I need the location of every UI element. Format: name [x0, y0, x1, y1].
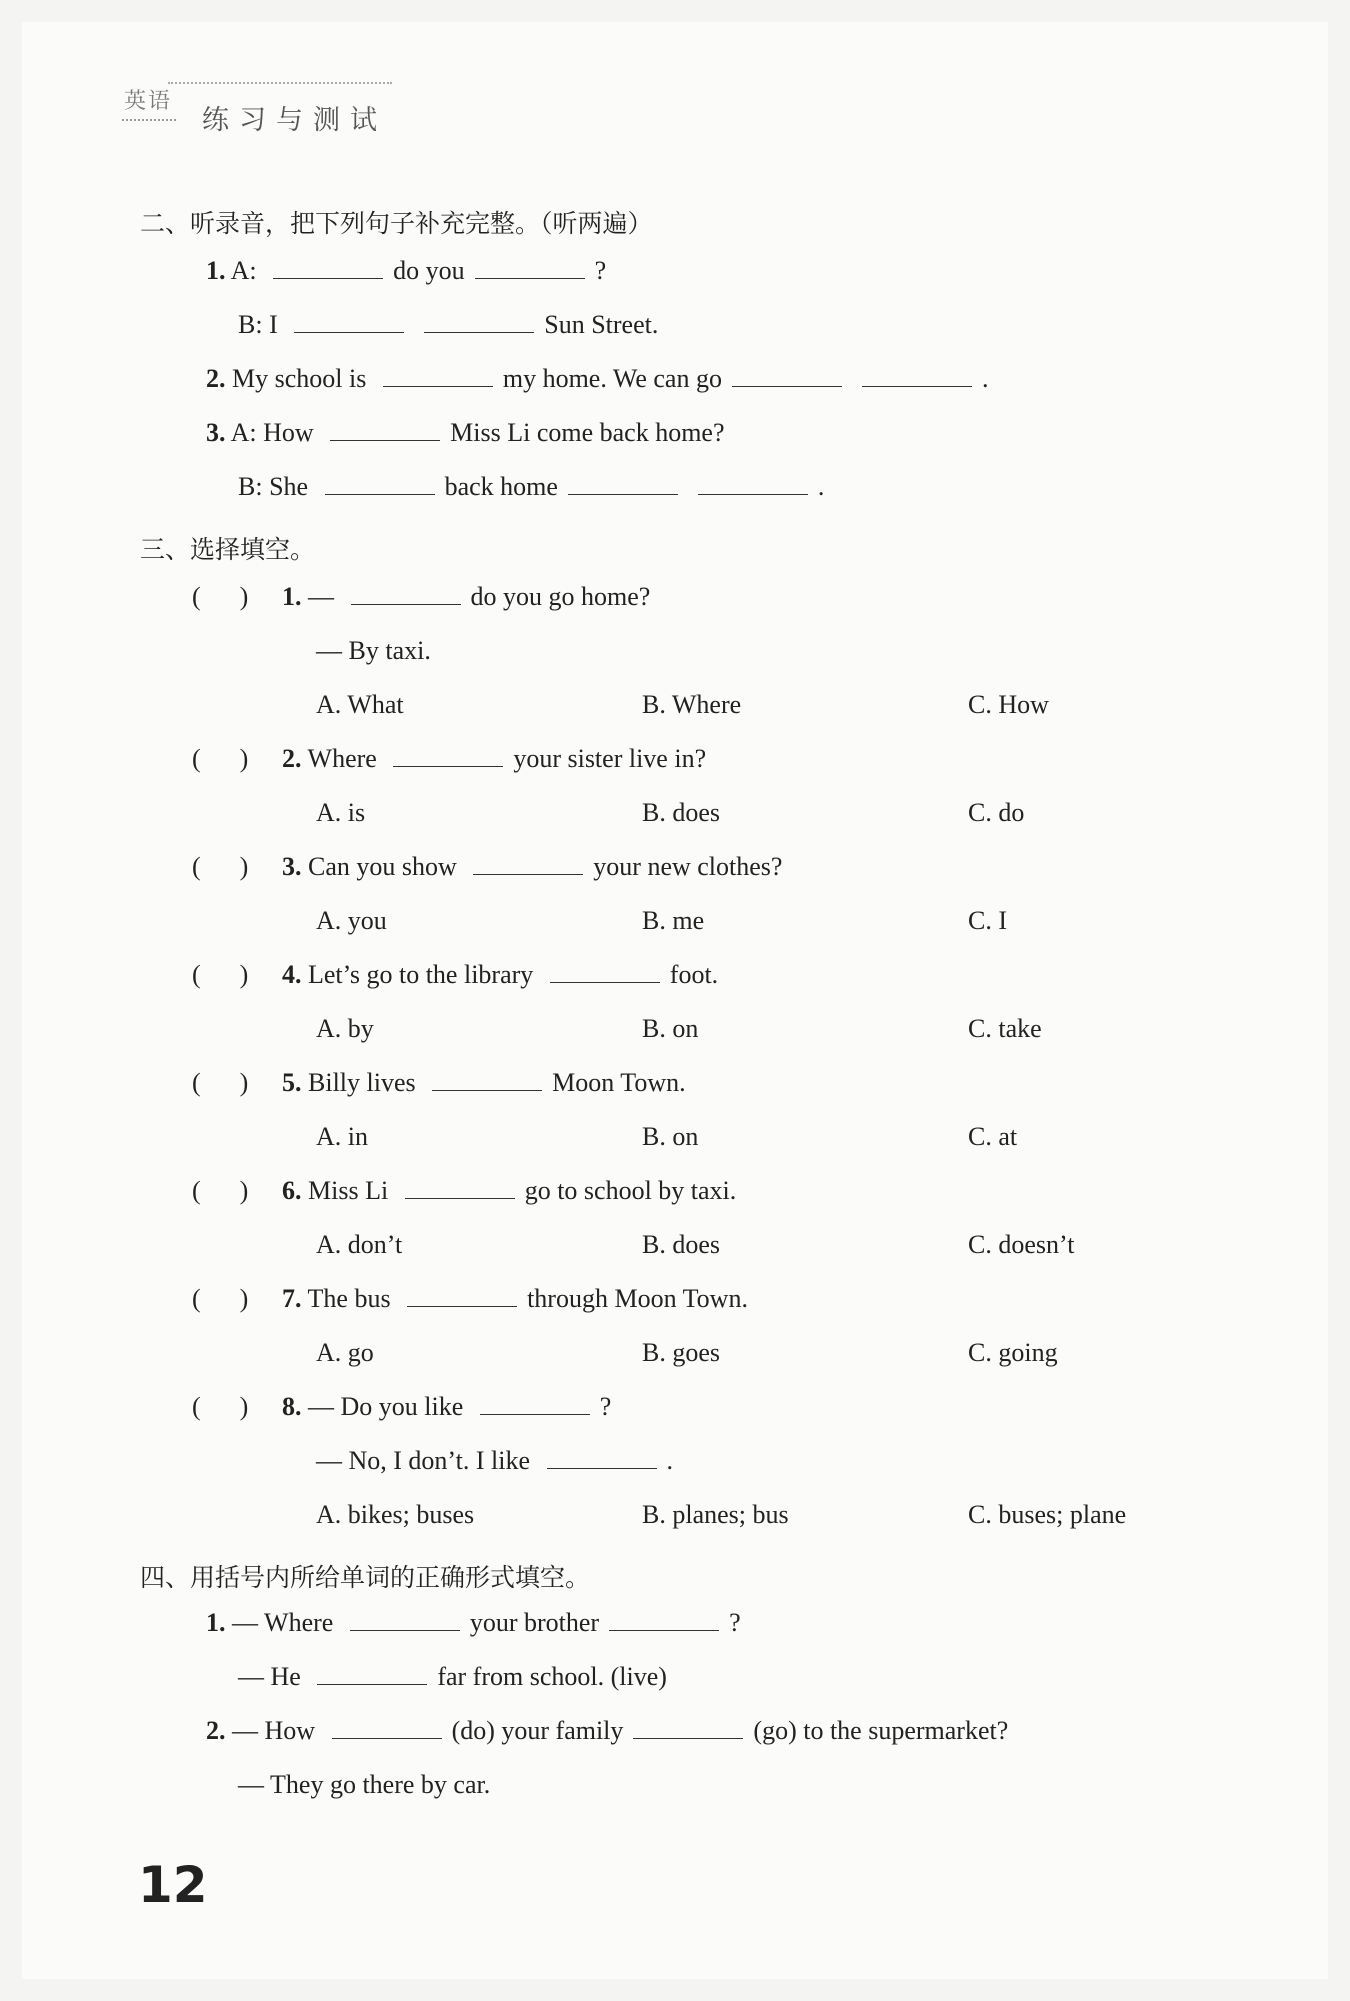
question-number: 3.	[282, 852, 302, 881]
section2-title: 二、听录音，把下列句子补充完整。（听两遍）	[140, 209, 653, 238]
text: — Do you like	[308, 1392, 464, 1421]
header-dotted-rule	[168, 82, 392, 84]
answer-blank[interactable]	[351, 586, 461, 605]
section3-title: 三、选择填空。	[140, 535, 316, 564]
text: go to school by taxi.	[524, 1176, 737, 1205]
text: Billy lives	[308, 1068, 416, 1097]
text: ?	[599, 1392, 612, 1421]
option-b: B. on	[642, 1122, 699, 1151]
option-b: B. on	[642, 1014, 699, 1043]
option-b: B. Where	[642, 690, 742, 719]
s2-q2-line	[206, 364, 988, 394]
s3-q4-stem	[282, 960, 718, 990]
answer-blank[interactable]	[383, 368, 493, 387]
option-c: C. buses; plane	[968, 1500, 1127, 1529]
answer-blank[interactable]	[547, 1450, 657, 1469]
text: A:	[230, 256, 257, 285]
question-number: 8.	[282, 1392, 302, 1421]
subject-label: 英语	[122, 84, 176, 121]
answer-blank[interactable]	[294, 314, 404, 333]
page-number: 12	[138, 1856, 208, 1914]
text: back home	[444, 472, 558, 501]
option-a: A. you	[316, 906, 387, 935]
option-c: C. I	[968, 906, 1007, 935]
text: Where	[307, 744, 377, 773]
answer-blank[interactable]	[325, 476, 435, 495]
text: —	[308, 582, 334, 611]
text: your brother	[469, 1608, 600, 1637]
answer-blank[interactable]	[393, 748, 503, 767]
s3-q1-reply: — By taxi.	[316, 636, 431, 665]
question-number: 1.	[206, 256, 226, 285]
question-number: 6.	[282, 1176, 302, 1205]
text: through Moon Town.	[527, 1284, 748, 1313]
option-b: B. goes	[642, 1338, 720, 1367]
question-number: 1.	[206, 1608, 226, 1637]
option-a: A. go	[316, 1338, 374, 1367]
answer-parentheses[interactable]: ( )	[192, 1284, 249, 1313]
answer-parentheses[interactable]: ( )	[192, 852, 249, 881]
text: Can you show	[308, 852, 457, 881]
text: — How	[232, 1716, 316, 1745]
text: — He	[238, 1662, 301, 1691]
text: your sister live in?	[513, 744, 707, 773]
question-number: 2.	[206, 1716, 226, 1745]
option-b: B. does	[642, 1230, 720, 1259]
text: B: She	[238, 472, 309, 501]
question-number: 2.	[282, 744, 302, 773]
book-title: 练习与测试	[202, 105, 387, 136]
text: do you	[393, 256, 465, 285]
answer-parentheses[interactable]: ( )	[192, 1068, 249, 1097]
answer-blank[interactable]	[407, 1288, 517, 1307]
text: — No, I don’t. I like	[316, 1446, 530, 1475]
option-a: A. bikes; buses	[316, 1500, 475, 1529]
question-number: 7.	[282, 1284, 302, 1313]
question-number: 3.	[206, 418, 226, 447]
text: — Where	[232, 1608, 334, 1637]
answer-blank[interactable]	[473, 856, 583, 875]
option-c: C. at	[968, 1122, 1018, 1151]
text: do you go home?	[470, 582, 651, 611]
answer-blank[interactable]	[432, 1072, 542, 1091]
option-a: A. don’t	[316, 1230, 403, 1259]
s3-q8-stem	[282, 1392, 611, 1422]
answer-blank[interactable]	[424, 314, 534, 333]
s3-q7-stem	[282, 1284, 748, 1314]
answer-parentheses[interactable]: ( )	[192, 1392, 249, 1421]
s2-q3-line-b	[238, 472, 824, 502]
text: (do) your family	[451, 1716, 624, 1745]
s4-q2-line-b: — They go there by car.	[238, 1770, 491, 1799]
option-c: C. doesn’t	[968, 1230, 1075, 1259]
s2-q1-line-a	[206, 256, 606, 286]
option-c: C. How	[968, 690, 1049, 719]
answer-blank[interactable]	[350, 1612, 460, 1631]
text: your new clothes?	[593, 852, 783, 881]
s3-q5-stem	[282, 1068, 686, 1098]
text: my home. We can go	[502, 364, 722, 393]
answer-parentheses[interactable]: ( )	[192, 744, 249, 773]
text: ?	[729, 1608, 741, 1637]
text: .	[817, 472, 825, 501]
answer-blank[interactable]	[609, 1612, 719, 1631]
s2-q1-line-b	[238, 310, 658, 340]
question-number: 5.	[282, 1068, 302, 1097]
text: A: How	[230, 418, 314, 447]
s4-q1-line-b	[238, 1662, 667, 1692]
answer-blank[interactable]	[475, 260, 585, 279]
option-a: A. is	[316, 798, 366, 827]
text: The bus	[307, 1284, 391, 1313]
text: (go) to the supermarket?	[753, 1716, 1009, 1745]
answer-blank[interactable]	[568, 476, 678, 495]
answer-blank[interactable]	[330, 422, 440, 441]
answer-blank[interactable]	[698, 476, 808, 495]
option-a: A. in	[316, 1122, 368, 1151]
answer-blank[interactable]	[332, 1720, 442, 1739]
answer-blank[interactable]	[550, 964, 660, 983]
answer-blank[interactable]	[732, 368, 842, 387]
s3-q2-stem	[282, 744, 706, 774]
answer-blank[interactable]	[633, 1720, 743, 1739]
question-number: 4.	[282, 960, 302, 989]
s3-q6-stem	[282, 1176, 736, 1206]
option-b: B. does	[642, 798, 720, 827]
section4-title: 四、用括号内所给单词的正确形式填空。	[140, 1563, 591, 1592]
answer-blank[interactable]	[405, 1180, 515, 1199]
answer-parentheses[interactable]: ( )	[192, 1176, 249, 1205]
option-c: C. do	[968, 798, 1025, 827]
text: Sun Street.	[544, 310, 659, 339]
answer-blank[interactable]	[480, 1396, 590, 1415]
s4-q2-line-a	[206, 1716, 1008, 1746]
option-a: A. by	[316, 1014, 374, 1043]
question-number: 2.	[206, 364, 226, 393]
s4-q1-line-a	[206, 1608, 741, 1638]
text: My school is	[232, 364, 367, 393]
answer-blank[interactable]	[273, 260, 383, 279]
s3-q1-stem	[282, 582, 650, 612]
text: B: I	[238, 310, 278, 339]
text: Moon Town.	[552, 1068, 686, 1097]
text: far from school. (live)	[437, 1662, 667, 1691]
option-b: B. me	[642, 906, 705, 935]
s2-q3-line-a	[206, 418, 725, 448]
text: ?	[594, 256, 607, 285]
answer-blank[interactable]	[317, 1666, 427, 1685]
text: Miss Li	[308, 1176, 389, 1205]
s3-q8-reply	[316, 1446, 673, 1476]
option-b: B. planes; bus	[642, 1500, 789, 1529]
answer-parentheses[interactable]: ( )	[192, 960, 249, 989]
text: foot.	[669, 960, 719, 989]
text: Miss Li come back home?	[450, 418, 725, 447]
page	[22, 22, 1328, 1979]
s3-q3-stem	[282, 852, 782, 882]
answer-parentheses[interactable]: ( )	[192, 582, 249, 611]
text: .	[666, 1446, 673, 1475]
option-c: C. going	[968, 1338, 1058, 1367]
answer-blank[interactable]	[862, 368, 972, 387]
option-c: C. take	[968, 1014, 1042, 1043]
question-number: 1.	[282, 582, 302, 611]
text: .	[981, 364, 989, 393]
option-a: A. What	[316, 690, 404, 719]
text: Let’s go to the library	[308, 960, 534, 989]
